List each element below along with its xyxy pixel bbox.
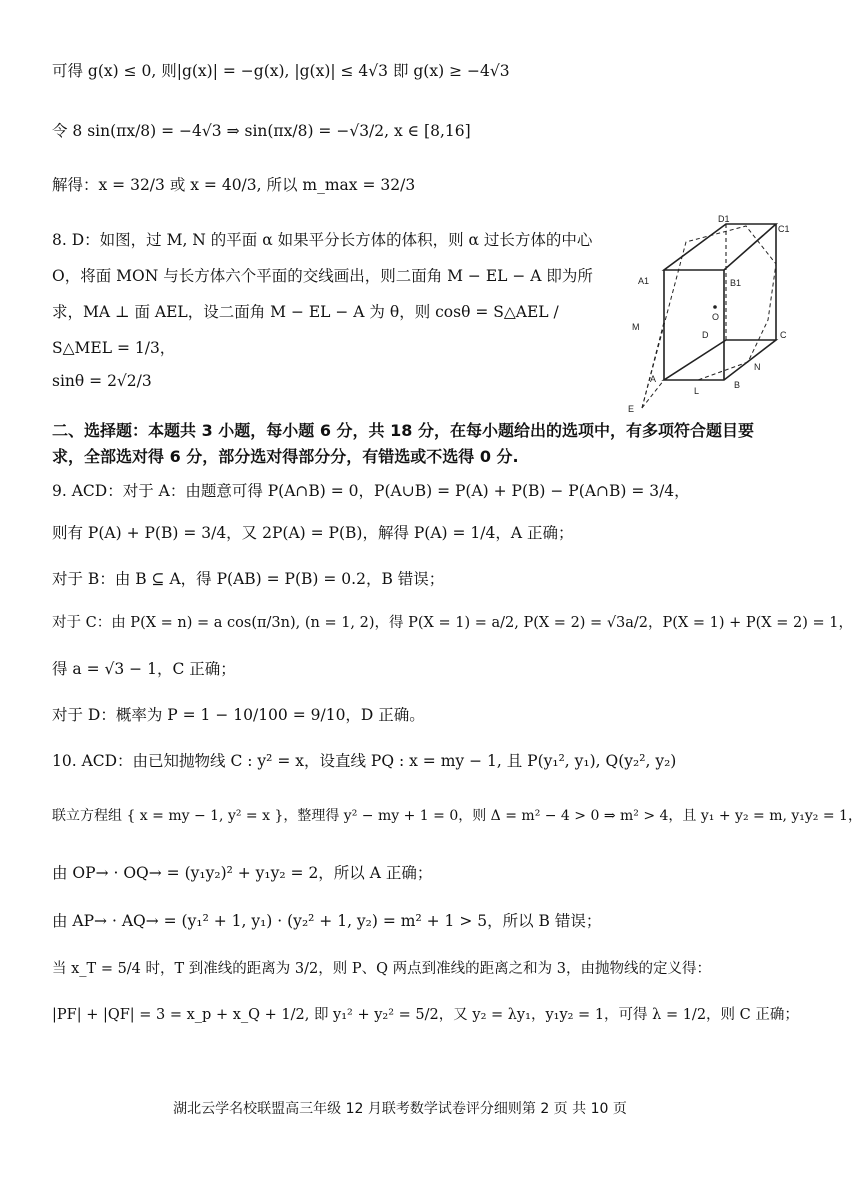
problem-9-d: 对于 D：概率为 P = 1 − 10/100 = 9/10，D 正确。 (52, 706, 425, 724)
text-line-3: 解得：x = 32/3 或 x = 40/3, 所以 m_max = 32/3 (52, 176, 416, 194)
problem-10-c2: |PF| + |QF| = 3 = x_p + x_Q + 1/2, 即 y₁² + y₂² = 5/2，又 y₂ = λy₁，y₁y₂ = 1，可得 λ = 1/2，则 C 正确； (52, 1007, 799, 1023)
label-b1: B1 (730, 278, 742, 288)
label-a: A (650, 374, 657, 384)
section-heading: 二、选择题：本题共 3 小题，每小题 6 分，共 18 分，在每小题给出的选项中，有多项符合题目要求，全部选对得 6 分，部分选对得部分分，有错选或不选得 0 分. (52, 421, 754, 466)
problem-9-b: 对于 B：由 B ⊆ A，得 P(AB) = P(B) = 0.2，B 错误； (52, 570, 445, 588)
label-d: D (702, 330, 709, 340)
label-l: L (694, 386, 700, 396)
problem-9-c: 对于 C：由 P(X = n) = a cos(π/3n), (n = 1, 2)，得 P(X = 1) = a/2, P(X = 2) = √3a/2，P(X = 1) + P(X = 2) = 1， (52, 615, 853, 631)
label-o: O (712, 312, 720, 322)
problem-9-a2: 则有 P(A) + P(B) = 3/4，又 2P(A) = P(B)，解得 P(A) = 1/4，A 正确； (52, 524, 574, 542)
label-a1: A1 (638, 276, 650, 286)
problem-10: 10. ACD：由已知抛物线 C : y² = x，设直线 PQ : x = my − 1, 且 P(y₁², y₁), Q(y₂², y₂) (52, 752, 677, 770)
problem-8: 8. D：如图，过 M, N 的平面 α 如果平分长方体的体积，则 α 过长方体的中心 O，将面 MON 与长方体六个平面的交线画出，则二面角 M − EL − A 即为所求，MA ⊥ 面 AEL，设二面角 M − EL − A 为 θ，则 cosθ = S△AEL / S△MEL = 1/3， (52, 231, 593, 357)
label-e: E (628, 404, 635, 414)
label-c1: C1 (778, 224, 790, 234)
problem-10-b: 由 AP→ · AQ→ = (y₁² + 1, y₁) · (y₂² + 1, y₂) = m² + 1 > 5，所以 B 错误； (52, 912, 602, 930)
page-footer: 湖北云学名校联盟高三年级 12 月联考数学试卷评分细则第 2 页 共 10 页 (173, 1101, 627, 1117)
text-line-1: 可得 g(x) ≤ 0, 则|g(x)| = −g(x), |g(x)| ≤ 4√3 即 g(x) ≥ −4√3 (52, 62, 510, 80)
label-m: M (632, 322, 640, 332)
problem-9-c2: 得 a = √3 − 1，C 正确； (52, 660, 236, 678)
label-c: C (780, 330, 787, 340)
problem-10-c: 当 x_T = 5/4 时，T 到准线的距离为 3/2，则 P、Q 两点到准线的距离之和为 3，由抛物线的定义得： (52, 961, 711, 977)
label-d1: D1 (718, 214, 730, 224)
label-n: N (754, 362, 761, 372)
problem-9-a: 9. ACD：对于 A：由题意可得 P(A∩B) = 0，P(A∪B) = P(A) + P(B) − P(A∩B) = 3/4， (52, 482, 690, 500)
text-line-sin: sinθ = 2√2/3 (52, 372, 152, 390)
cuboid-figure (618, 212, 788, 412)
problem-10-a: 由 OP→ · OQ→ = (y₁y₂)² + y₁y₂ = 2，所以 A 正确； (52, 864, 433, 882)
problem-10-system: 联立方程组 { x = my − 1, y² = x }，整理得 y² − my + 1 = 0，则 Δ = m² − 4 > 0 ⇒ m² > 4，且 y₁ + y₂ = m, y₁y₂ = 1， (52, 808, 862, 824)
label-b: B (734, 380, 741, 390)
text-line-2: 令 8 sin(πx/8) = −4√3 ⇒ sin(πx/8) = −√3/2, x ∈ [8,16] (52, 122, 471, 140)
